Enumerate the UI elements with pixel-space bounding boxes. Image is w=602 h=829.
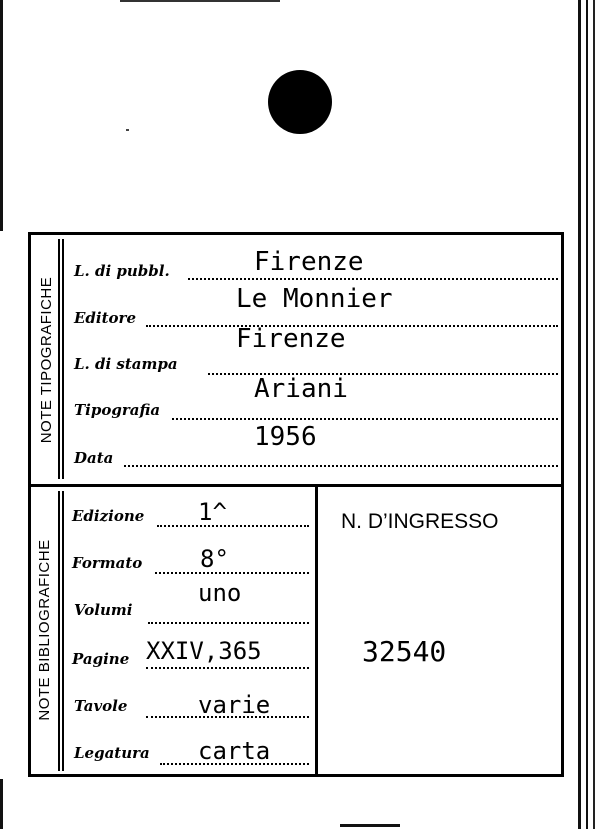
card-right-edge xyxy=(578,0,581,829)
field-label-edizione: Edizione xyxy=(72,507,145,525)
section-divider xyxy=(31,484,561,487)
field-value-luogo-pubblicazione: Firenze xyxy=(254,247,364,277)
section-label-bibliografiche: NOTE BIBLIOGRAFICHE xyxy=(36,539,53,721)
field-value-data: 1956 xyxy=(254,422,317,452)
side-rule xyxy=(62,491,64,771)
field-line xyxy=(157,525,309,527)
field-label-editore: Editore xyxy=(74,309,136,327)
field-line xyxy=(146,325,558,327)
ingresso-number: 32540 xyxy=(362,635,447,668)
ingresso-heading: N. D’INGRESSO xyxy=(341,510,499,533)
field-value-legatura: carta xyxy=(198,737,271,765)
field-value-luogo-stampa: Firenze xyxy=(236,324,346,354)
field-label-tavole: Tavole xyxy=(74,697,128,715)
section-label-tipografiche: NOTE TIPOGRAFICHE xyxy=(38,276,55,444)
field-label-pagine: Pagine xyxy=(72,650,130,668)
card-top-edge-mark xyxy=(120,0,280,2)
field-label-formato: Formato xyxy=(72,554,143,572)
field-label-luogo-pubblicazione: L. di pubbl. xyxy=(74,262,170,280)
field-line xyxy=(148,622,309,624)
side-rule xyxy=(58,239,60,479)
field-label-legatura: Legatura xyxy=(74,744,150,762)
field-value-pagine: XXIV,365 xyxy=(146,637,262,665)
card-bottom-mark xyxy=(340,824,400,827)
field-label-volumi: Volumi xyxy=(74,601,133,619)
field-line xyxy=(146,667,309,669)
ingresso-divider xyxy=(315,487,318,774)
field-line xyxy=(155,572,309,574)
card-left-edge xyxy=(0,0,3,231)
card-right-edge-line-outer xyxy=(593,0,595,829)
field-label-data: Data xyxy=(74,449,114,467)
card-right-edge-line xyxy=(586,0,588,829)
field-value-edizione: 1^ xyxy=(198,498,227,526)
field-value-tipografia: Ariani xyxy=(254,374,348,404)
field-value-volumi: uno xyxy=(198,579,242,607)
field-value-formato: 8° xyxy=(200,545,229,573)
field-label-luogo-stampa: L. di stampa xyxy=(74,355,178,373)
side-rule xyxy=(62,239,64,479)
paper-speck xyxy=(126,129,129,131)
card-left-edge-lower xyxy=(0,779,3,829)
side-rule xyxy=(58,491,60,771)
punch-hole xyxy=(268,70,332,134)
field-line xyxy=(172,418,558,420)
field-value-tavole: varie xyxy=(198,691,271,719)
field-line xyxy=(188,278,558,280)
field-label-tipografia: Tipografia xyxy=(74,401,161,419)
field-line xyxy=(124,465,558,467)
field-value-editore: Le Monnier xyxy=(236,284,393,314)
